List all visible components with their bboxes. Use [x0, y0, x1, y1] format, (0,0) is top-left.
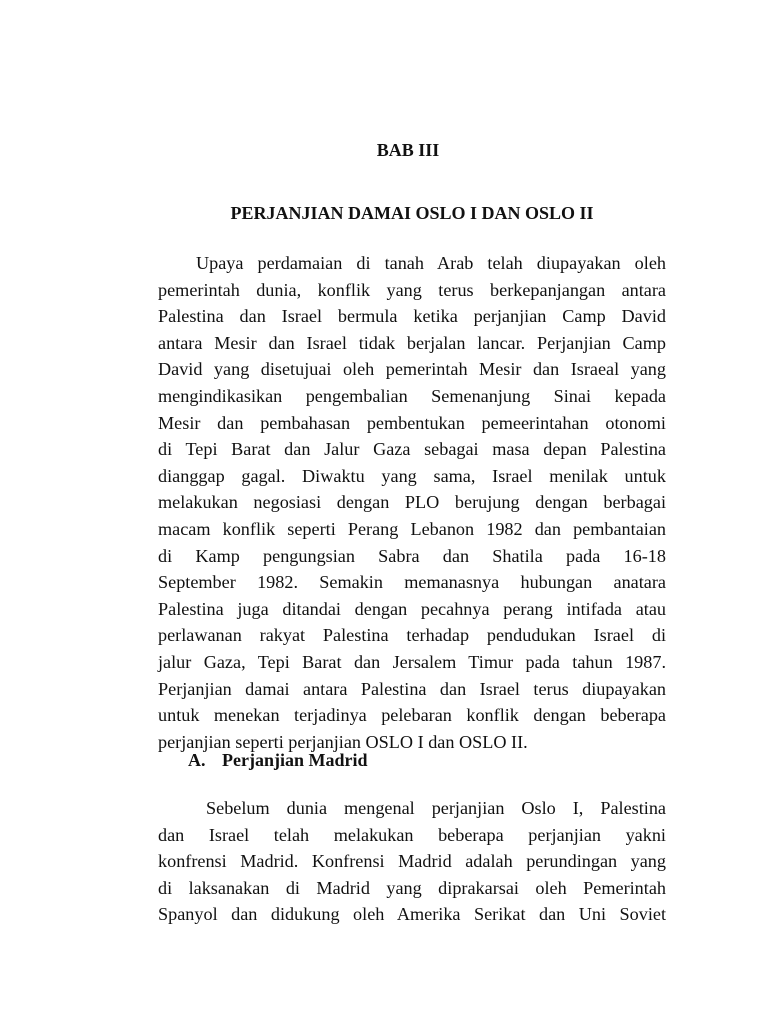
paragraph-line: dan Israel telah melakukan beberapa perjanjian yakni — [158, 824, 666, 845]
paragraph-line: perlawanan rakyat Palestina terhadap pendudukan Israel di — [158, 625, 666, 646]
paragraph-line: macam konflik seperti Perang Lebanon 1982 dan pembantaian — [158, 518, 666, 539]
section-paragraph — [158, 795, 666, 928]
paragraph-line: dianggap gagal. Diwaktu yang sama, Israel menilak untuk — [158, 465, 666, 486]
paragraph-line: jalur Gaza, Tepi Barat dan Jersalem Timur pada tahun 1987. — [158, 651, 666, 672]
paragraph-line: Palestina juga ditandai dengan pecahnya perang intifada atau — [158, 598, 666, 619]
paragraph-line: pemerintah dunia, konflik yang terus berkepanjangan antara — [158, 279, 666, 300]
paragraph-line: untuk menekan terjadinya pelebaran konflik dengan beberapa — [158, 705, 666, 726]
paragraph-line: di Tepi Barat dan Jalur Gaza sebagai masa depan Palestina — [158, 439, 666, 460]
paragraph-line: Spanyol dan didukung oleh Amerika Serikat dan Uni Soviet — [158, 904, 666, 925]
paragraph-line: Perjanjian damai antara Palestina dan Israel terus diupayakan — [158, 678, 666, 699]
paragraph-line: di laksanakan di Madrid yang diprakarsai oleh Pemerintah — [158, 877, 666, 898]
paragraph-line: di Kamp pengungsian Sabra dan Shatila pada 16-18 — [158, 545, 666, 566]
paragraph-line: melakukan negosiasi dengan PLO berujung dengan berbagai — [158, 492, 666, 513]
paragraph-line: September 1982. Semakin memanasnya hubungan anatara — [158, 572, 666, 593]
chapter-label: BAB III — [376, 140, 440, 160]
paragraph-line: Palestina dan Israel bermula ketika perjanjian Camp David — [158, 306, 666, 327]
section-heading-text: Perjanjian Madrid — [222, 750, 368, 770]
paragraph-line: mengindikasikan pengembalian Semenanjung Sinai kepada — [158, 385, 666, 406]
section-heading — [188, 750, 368, 771]
chapter-title: PERJANJIAN DAMAI OSLO I DAN OSLO II — [230, 203, 594, 223]
paragraph-line: antara Mesir dan Israel tidak berjalan lancar. Perjanjian Camp — [158, 332, 666, 353]
intro-paragraph — [158, 250, 666, 755]
paragraph-line: perjanjian seperti perjanjian OSLO I dan OSLO II. — [158, 731, 528, 752]
paragraph-line: Mesir dan pembahasan pembentukan pemeerintahan otonomi — [158, 412, 666, 433]
paragraph-line: Sebelum dunia mengenal perjanjian Oslo I, Palestina — [206, 798, 666, 818]
section-marker: A. — [188, 750, 206, 770]
paragraph-line: konfrensi Madrid. Konfrensi Madrid adalah perundingan yang — [158, 851, 666, 872]
paragraph-line: David yang disetujuai oleh pemerintah Mesir dan Israeal yang — [158, 359, 666, 380]
paragraph-line: Upaya perdamaian di tanah Arab telah diupayakan oleh — [196, 253, 666, 273]
